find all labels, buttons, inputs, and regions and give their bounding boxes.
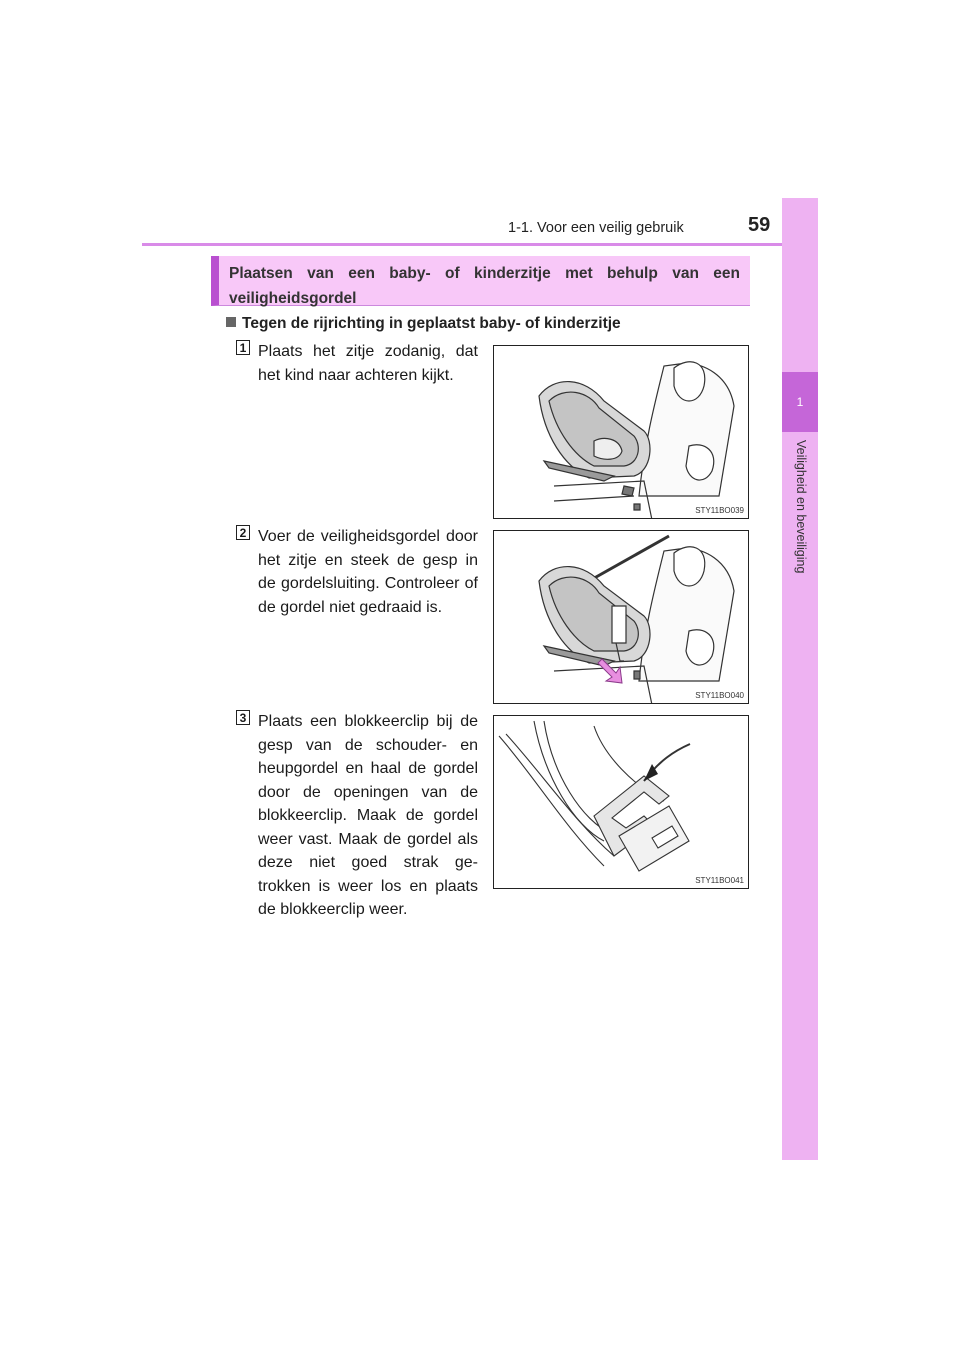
figure-code: STY11BO040 [695, 691, 744, 700]
figure-code: STY11BO039 [695, 506, 744, 515]
chapter-number-tab [782, 372, 818, 432]
baby-seat-illustration [494, 346, 749, 519]
section-title-box [211, 256, 750, 306]
step-text: Voer de veiligheidsgordel door het zitje en steek de gesp in de gordelsluiting. Controleer of de gordel niet gedraaid is. [258, 528, 478, 616]
step-text: Plaats het zitje zodanig, dat het kind naar achteren kijkt. [258, 343, 478, 384]
step-number: 1 [239, 340, 247, 355]
step-text: Plaats een blokkeerclip bij de gesp van de schouder- en heupgordel en haal de gordel door de openingen van de blokkeerclip. Maak de gordel weer vast. Maak de gordel als deze niet goed strak ge-trokken is weer los en plaats de blokkeerclip weer. [258, 713, 478, 918]
bullet-square-icon [226, 317, 236, 327]
step-number: 3 [239, 710, 247, 725]
locking-clip-illustration [494, 716, 749, 889]
header-rule [142, 243, 818, 246]
step-number-badge [236, 340, 250, 355]
chapter-number: 1 [796, 395, 804, 409]
chapter-side-tab [782, 198, 818, 1160]
belt-routing-illustration [494, 531, 749, 704]
figure-locking-clip [493, 715, 749, 889]
step-number-badge [236, 525, 250, 540]
chapter-title: Veiligheid en beveiliging [794, 440, 808, 574]
figure-belt-routing [493, 530, 749, 704]
subheading [226, 315, 621, 333]
subheading-text: Tegen de rijrichting in geplaatst baby- of kinderzitje [242, 315, 621, 332]
step-number: 2 [239, 525, 247, 540]
section-title: Plaatsen van een baby- of kinderzitje met behulp van een veiligheidsgordel [229, 265, 740, 307]
figure-rear-facing-seat [493, 345, 749, 519]
page-number: 59 [748, 214, 771, 236]
step-number-badge [236, 710, 250, 725]
running-header: 1-1. Voor een veilig gebruik [508, 220, 684, 236]
figure-code: STY11BO041 [695, 876, 744, 885]
